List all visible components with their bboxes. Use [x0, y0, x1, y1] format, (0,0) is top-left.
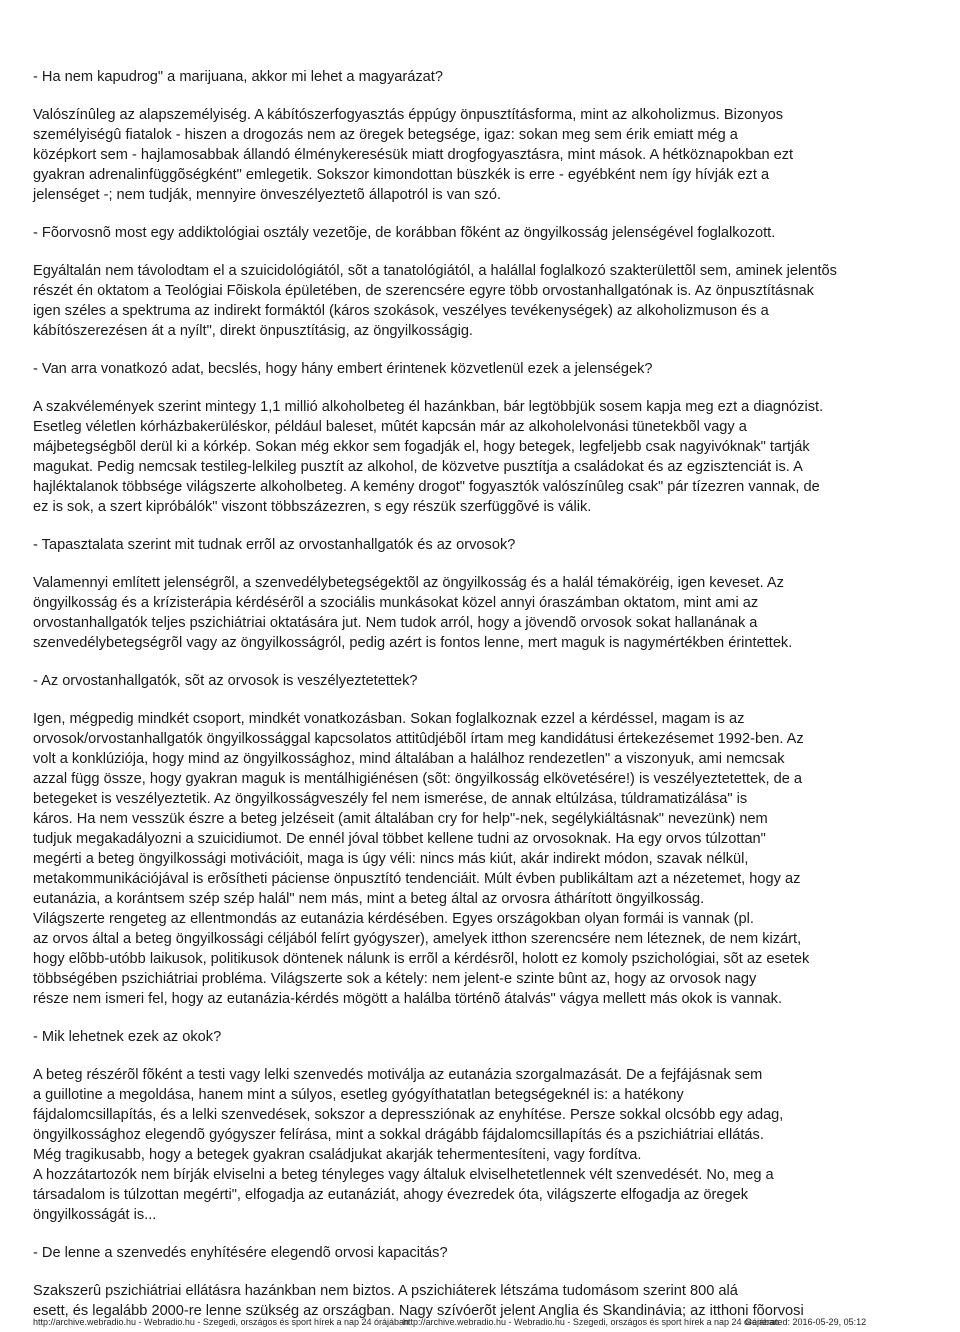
question-line: - Tapasztalata szerint mit tudnak errõl az orvostanhallgatók és az orvosok?	[33, 537, 516, 553]
text-line: hogy elõbb-utóbb laikusok, politikusok döntenek nálunk is errõl a kérdésrõl, holott ez komoly pszichológiai, sõt az esetek	[33, 951, 810, 967]
text-line: igen széles a spektruma az indirekt formáktól (káros szokások, veszélyes tevékenységek) az alkoholizmuson és a	[33, 303, 769, 319]
text-line: öngyilkossághoz elegendõ gyógyszer felírása, mint a sokkal drágább fájdalomcsillapítás és a pszichiátriai ellátás.	[33, 1127, 764, 1143]
text-line: gyakran adrenalinfüggõségként" emlegetik. Sokszor kimondottan büszkék is erre - egyébként nem így hívják ezt a	[33, 167, 770, 183]
question-line: - Van arra vonatkozó adat, becslés, hogy hány embert érintenek közvetlenül ezek a jelenségek?	[33, 361, 653, 377]
text-line: hajléktalanok többsége világszerte alkoholbeteg. A kemény drogot" fogyasztók valószínûleg csak" pár tízezren vannak, de	[33, 479, 820, 495]
question-line: - De lenne a szenvedés enyhítésére elegendõ orvosi kapacitás?	[33, 1245, 448, 1261]
text-line: azzal függ össze, hogy gyakran maguk is mentálhigiénésen (sõt: öngyilkosság elkövetésére!) is veszélyeztetettek, de a	[33, 771, 803, 787]
text-line: metakommunikációjával is erõsítheti páciense önpusztító tendenciáit. Múlt évben publikáltam azt a nézetemet, hogy az	[33, 871, 801, 887]
question-line: - Fõorvosnõ most egy addiktológiai osztály vezetõje, de korábban fõként az öngyilkosság jelenségével foglalkozott.	[33, 225, 776, 241]
text-line: részét én oktatom a Teológiai Fõiskola épületében, de szerencsére egyre több orvostanhallgatónak is. Az önpusztításnak	[33, 283, 814, 299]
text-line: A hozzátartozók nem bírják elviselni a beteg tényleges vagy általuk elviselhetetlennek vélt szenvedését. No, meg a	[33, 1167, 774, 1183]
footer-source-link[interactable]: http://archive.webradio.hu - Webradio.hu - Szegedi, országos és sport hírek a nap 24 órájában	[33, 1317, 410, 1327]
text-line: eutanázia, a korántsem szép szép halál" nem más, mint a beteg által az orvosra áthárított öngyilkosság.	[33, 891, 705, 907]
text-line: Szakszerû pszichiátriai ellátásra hazánkban nem biztos. A pszichiáterek létszáma tudomásom szerint 800 alá	[33, 1283, 738, 1299]
text-line: többségében pszichiátriai probléma. Világszerte sok a kétely: nem jelent-e szinte bûnt az, hogy az orvosok nagy	[33, 971, 757, 987]
text-line: része nem ismeri fel, hogy az eutanázia-kérdés mögött a halálba történõ átalvás" vágya mellett más okok is vannak.	[33, 991, 783, 1007]
text-line: betegeket is veszélyeztetik. Az öngyilkosságveszély fel nem ismerése, de annak eltúlzása, túldramatizálása" is	[33, 791, 748, 807]
text-line: Egyáltalán nem távolodtam el a szuicidológiától, sõt a tanatológiától, a halállal foglalkozó szakterülettõl sem, aminek jelentõs	[33, 263, 837, 279]
text-line: Még tragikusabb, hogy a betegek gyakran családjukat akarják tehermentesíteni, vagy fordítva.	[33, 1147, 642, 1163]
text-line: májbetegségbõl derül ki a kórkép. Sokan még ekkor sem fogadják el, hogy betegek, legfeljebb csak nagyivóknak" tartják	[33, 439, 810, 455]
text-line: Igen, mégpedig mindkét csoport, mindkét vonatkozásban. Sokan foglalkoznak ezzel a kérdéssel, magam is az	[33, 711, 745, 727]
text-line: Esetleg véletlen kórházbakerüléskor, például baleset, mûtét kapcsán már az alkoholelvonási tünetekbõl vagy a	[33, 419, 747, 435]
footer-source-link-overlap[interactable]: http://archive.webradio.hu - Webradio.hu - Szegedi, országos és sport hírek a nap 24 órájában	[403, 1317, 780, 1327]
text-line: esett, és legalább 2000-re lenne szükség az országban. Nagy szívóerõt jelent Anglia és Skandinávia; az itthoni fõorvosi	[33, 1303, 804, 1319]
text-line: személyiségû fiatalok - hiszen a drogozás nem az öregek betegsége, igaz: sokan meg sem érik emiatt még a	[33, 127, 738, 143]
text-line: Világszerte rengeteg az ellentmondás az eutanázia kérdésében. Egyes országokban olyan formái is vannak (pl.	[33, 911, 754, 927]
text-line: káros. Ha nem vesszük észre a beteg jelzéseit (amit általában cry for help"-nek, segélykiáltásnak" nevezünk) nem	[33, 811, 768, 827]
question-line: - Mik lehetnek ezek az okok?	[33, 1029, 222, 1045]
text-line: Valószínûleg az alapszemélyiség. A kábítószerfogyasztás éppúgy önpusztításforma, mint az alkoholizmus. Bizonyos	[33, 107, 784, 123]
text-line: öngyilkosság és a krízisterápia kérdésérõl a szociális munkásokat közel annyi óraszámban oktatom, mint ami az	[33, 595, 759, 611]
text-line: megérti a beteg öngyilkossági motivációit, maga is úgy véli: nincs más kiút, akár indirekt módon, szavak nélkül,	[33, 851, 749, 867]
text-line: orvosok/orvostanhallgatók öngyilkossággal kapcsolatos attitûdjébõl írtam meg kandidátusi értekezésemet 1992-ben. Az	[33, 731, 804, 747]
text-line: A beteg részérõl fõként a testi vagy lelki szenvedés motiválja az eutanázia szorgalmazását. De a fejfájásnak sem	[33, 1067, 763, 1083]
text-line: volt a konklúziója, hogy mind az öngyilkossághoz, mind általában a halálhoz rendezetlen" a viszonyuk, ami nemcsak	[33, 751, 785, 767]
text-line: társadalom is túlzottan megérti", elfogadja az eutanáziát, ahogy évezredek óta, világszerte elfogadja az öregek	[33, 1187, 749, 1203]
text-line: az orvos által a beteg öngyilkossági céljából felírt gyógyszer), amelyek itthon szerencsére nem léteznek, de nem kizárt,	[33, 931, 802, 947]
text-line: Valamennyi említett jelenségrõl, a szenvedélybetegségektõl az öngyilkosság és a halál témaköréig, igen keveset. Az	[33, 575, 784, 591]
text-line: fájdalomcsillapítás, és a lelki szenvedések, sokszor a depressziónak az enyhítése. Persze sokkal olcsóbb egy adag,	[33, 1107, 784, 1123]
text-line: öngyilkosságát is...	[33, 1207, 157, 1223]
text-line: A szakvélemények szerint mintegy 1,1 millió alkoholbeteg él hazánkban, bár legtöbbjük sosem kapja meg ezt a diagnózist.	[33, 399, 824, 415]
footer-generated-date: Generated: 2016-05-29, 05:12	[745, 1317, 867, 1327]
text-line: orvostanhallgatók teljes pszichiátriai oktatására jut. Nem tudok arról, hogy a jövendõ orvosok sokat hallanának a	[33, 615, 758, 631]
text-line: jelenséget -; nem tudják, mennyire önveszélyeztetõ állapotról is van szó.	[33, 187, 502, 203]
question-line: - Ha nem kapudrog" a marijuana, akkor mi lehet a magyarázat?	[33, 69, 443, 85]
text-line: szenvedélybetegségrõl vagy az öngyilkosságról, pedig azért is fontos lenne, mert maguk is nagymértékben érintettek.	[33, 635, 793, 651]
question-line: - Az orvostanhallgatók, sõt az orvosok is veszélyeztetettek?	[33, 673, 418, 689]
text-line: ez is sok, a szert kipróbálók" viszont többszázezren, s egy részük szerfüggõvé is válik.	[33, 499, 592, 515]
text-line: középkort sem - hajlamosabbak állandó élménykeresésük miatt drogfogyasztásra, mint mások. A hétköznapokban ezt	[33, 147, 794, 163]
text-line: a guillotine a megoldása, hanem mint a súlyos, esetleg gyógyíthatatlan betegségeknél is: a hatékony	[33, 1087, 684, 1103]
text-line: magukat. Pedig nemcsak testileg-lelkileg pusztít az alkohol, de közvetve pusztítja a családokat és az egzisztenciát is. A	[33, 459, 803, 475]
text-line: kábítószerezésen át a nyílt", direkt önpusztításig, az öngyilkosságig.	[33, 323, 473, 339]
text-line: tudjuk megakadályozni a szuicidiumot. De ennél jóval többet kellene tudni az orvosoknak. Ha egy orvos túlzottan"	[33, 831, 766, 847]
